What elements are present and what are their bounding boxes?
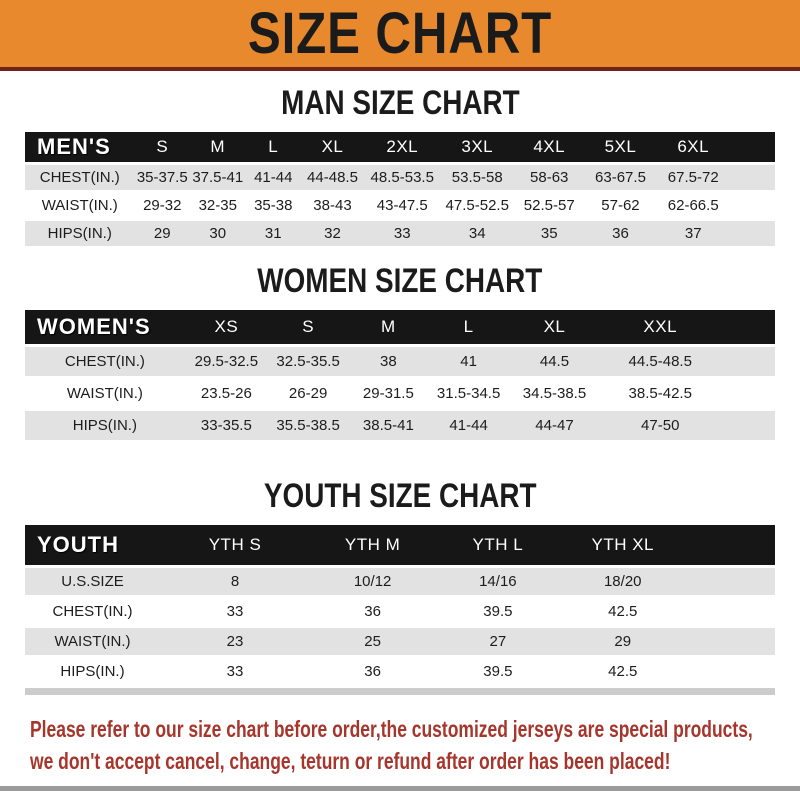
size-value-cell: 43-47.5: [364, 193, 441, 218]
size-value-cell: 35: [514, 221, 584, 246]
size-value-cell: 34.5-38.5: [509, 379, 601, 408]
size-value-cell: 36: [310, 598, 435, 625]
measurement-row-label: U.S.SIZE: [25, 568, 160, 595]
table-corner-label: MEN'S: [25, 132, 135, 162]
size-value-cell: 26-29: [268, 379, 348, 408]
footer-note-line-2: we don't accept cancel, change, teturn or refund after order has been placed!: [30, 748, 671, 774]
footer-note: [30, 713, 800, 777]
size-value-cell: 47-50: [600, 411, 720, 440]
measurement-row: [25, 658, 775, 685]
size-value-cell: 44.5: [509, 347, 601, 376]
size-value-cell: 33: [364, 221, 441, 246]
youth-size-chart-section: [0, 477, 800, 695]
size-table-header-row: [25, 525, 775, 565]
measurement-row-label: CHEST(IN.): [25, 347, 185, 376]
size-column-header: 6XL: [656, 132, 730, 162]
size-value-cell: 30: [190, 221, 246, 246]
size-value-cell: 58-63: [514, 165, 584, 190]
size-value-cell: 10/12: [310, 568, 435, 595]
size-value-cell: 33: [160, 658, 310, 685]
size-value-cell: 57-62: [584, 193, 656, 218]
size-column-header: S: [268, 310, 348, 344]
size-value-cell: 37.5-41: [190, 165, 246, 190]
size-value-cell: 41-44: [428, 411, 508, 440]
size-column-header: XL: [301, 132, 364, 162]
size-column-header: 4XL: [514, 132, 584, 162]
measurement-row: [25, 411, 775, 440]
size-value-cell: 23: [160, 628, 310, 655]
size-column-header: L: [246, 132, 302, 162]
youth-size-chart-heading: YOUTH SIZE CHART: [263, 477, 537, 515]
measurement-row: [25, 165, 775, 190]
measurement-row-label: CHEST(IN.): [25, 598, 160, 625]
bottom-edge-bar: [0, 786, 800, 791]
size-value-cell: 39.5: [435, 598, 560, 625]
filler-cell: [720, 347, 775, 376]
size-value-cell: 29-32: [135, 193, 191, 218]
measurement-row: [25, 347, 775, 376]
measurement-row: [25, 193, 775, 218]
filler-cell: [730, 165, 775, 190]
size-value-cell: 36: [310, 658, 435, 685]
measurement-row: [25, 221, 775, 246]
size-value-cell: 31: [246, 221, 302, 246]
filler-cell: [685, 628, 775, 655]
size-value-cell: 29: [561, 628, 686, 655]
man-size-chart-heading: MAN SIZE CHART: [280, 84, 520, 122]
filler-cell: [685, 598, 775, 625]
size-value-cell: 53.5-58: [440, 165, 514, 190]
size-value-cell: 38.5-42.5: [600, 379, 720, 408]
table-corner-label: YOUTH: [25, 525, 160, 565]
filler-cell: [730, 132, 775, 162]
section-heading-man: [0, 84, 800, 123]
measurement-row-label: CHEST(IN.): [25, 165, 135, 190]
size-column-header: YTH XL: [561, 525, 686, 565]
filler-cell: [720, 411, 775, 440]
size-value-cell: 52.5-57: [514, 193, 584, 218]
table-corner-label: WOMEN'S: [25, 310, 185, 344]
women-size-chart-heading: WOMEN SIZE CHART: [257, 262, 543, 300]
section-heading-women: [0, 262, 800, 301]
size-column-header: L: [428, 310, 508, 344]
measurement-row-label: HIPS(IN.): [25, 658, 160, 685]
size-value-cell: 32.5-35.5: [268, 347, 348, 376]
size-value-cell: 44-48.5: [301, 165, 364, 190]
size-value-cell: 41-44: [246, 165, 302, 190]
section-heading-youth: [0, 477, 800, 516]
size-column-header: 3XL: [440, 132, 514, 162]
filler-cell: [730, 193, 775, 218]
size-value-cell: 8: [160, 568, 310, 595]
measurement-row: [25, 379, 775, 408]
size-value-cell: 34: [440, 221, 514, 246]
size-column-header: YTH L: [435, 525, 560, 565]
size-value-cell: 31.5-34.5: [428, 379, 508, 408]
measurement-row: [25, 598, 775, 625]
women-size-chart-section: [0, 262, 800, 443]
size-column-header: XXL: [600, 310, 720, 344]
measurement-row-label: WAIST(IN.): [25, 379, 185, 408]
filler-cell: [730, 221, 775, 246]
size-value-cell: 32: [301, 221, 364, 246]
size-value-cell: 42.5: [561, 658, 686, 685]
size-column-header: XS: [185, 310, 268, 344]
filler-cell: [685, 568, 775, 595]
measurement-row-label: HIPS(IN.): [25, 411, 185, 440]
womens-size-table: [25, 307, 775, 443]
size-column-header: 5XL: [584, 132, 656, 162]
size-column-header: 2XL: [364, 132, 441, 162]
measurement-row-label: WAIST(IN.): [25, 628, 160, 655]
filler-cell: [685, 525, 775, 565]
size-value-cell: 47.5-52.5: [440, 193, 514, 218]
size-column-header: YTH S: [160, 525, 310, 565]
size-value-cell: 42.5: [561, 598, 686, 625]
size-value-cell: 33: [160, 598, 310, 625]
size-value-cell: 25: [310, 628, 435, 655]
size-value-cell: 18/20: [561, 568, 686, 595]
size-value-cell: 29.5-32.5: [185, 347, 268, 376]
size-value-cell: 44-47: [509, 411, 601, 440]
size-value-cell: 37: [656, 221, 730, 246]
youth-size-table: [25, 522, 775, 688]
size-value-cell: 44.5-48.5: [600, 347, 720, 376]
filler-cell: [720, 310, 775, 344]
size-column-header: M: [348, 310, 428, 344]
size-value-cell: 63-67.5: [584, 165, 656, 190]
size-value-cell: 48.5-53.5: [364, 165, 441, 190]
banner-title: SIZE CHART: [247, 1, 553, 66]
size-value-cell: 67.5-72: [656, 165, 730, 190]
size-value-cell: 27: [435, 628, 560, 655]
size-value-cell: 32-35: [190, 193, 246, 218]
size-value-cell: 14/16: [435, 568, 560, 595]
mens-size-table: [25, 129, 775, 249]
size-value-cell: 23.5-26: [185, 379, 268, 408]
size-value-cell: 35-38: [246, 193, 302, 218]
size-value-cell: 33-35.5: [185, 411, 268, 440]
size-value-cell: 29: [135, 221, 191, 246]
size-value-cell: 38.5-41: [348, 411, 428, 440]
man-size-chart-section: [0, 84, 800, 249]
size-column-header: M: [190, 132, 246, 162]
measurement-row: [25, 568, 775, 595]
size-column-header: XL: [509, 310, 601, 344]
measurement-row-label: WAIST(IN.): [25, 193, 135, 218]
size-table-header-row: [25, 132, 775, 162]
filler-cell: [685, 658, 775, 685]
filler-cell: [720, 379, 775, 408]
size-value-cell: 35.5-38.5: [268, 411, 348, 440]
size-value-cell: 39.5: [435, 658, 560, 685]
size-value-cell: 41: [428, 347, 508, 376]
measurement-row-label: HIPS(IN.): [25, 221, 135, 246]
youth-table-bottom-strip: [25, 688, 775, 695]
size-column-header: S: [135, 132, 191, 162]
size-column-header: YTH M: [310, 525, 435, 565]
size-table-header-row: [25, 310, 775, 344]
size-chart-banner: [0, 0, 800, 71]
size-value-cell: 29-31.5: [348, 379, 428, 408]
size-value-cell: 62-66.5: [656, 193, 730, 218]
size-value-cell: 36: [584, 221, 656, 246]
measurement-row: [25, 628, 775, 655]
footer-note-line-1: Please refer to our size chart before order,the customized jerseys are special products,: [30, 716, 753, 742]
size-value-cell: 38-43: [301, 193, 364, 218]
size-value-cell: 38: [348, 347, 428, 376]
size-value-cell: 35-37.5: [135, 165, 191, 190]
